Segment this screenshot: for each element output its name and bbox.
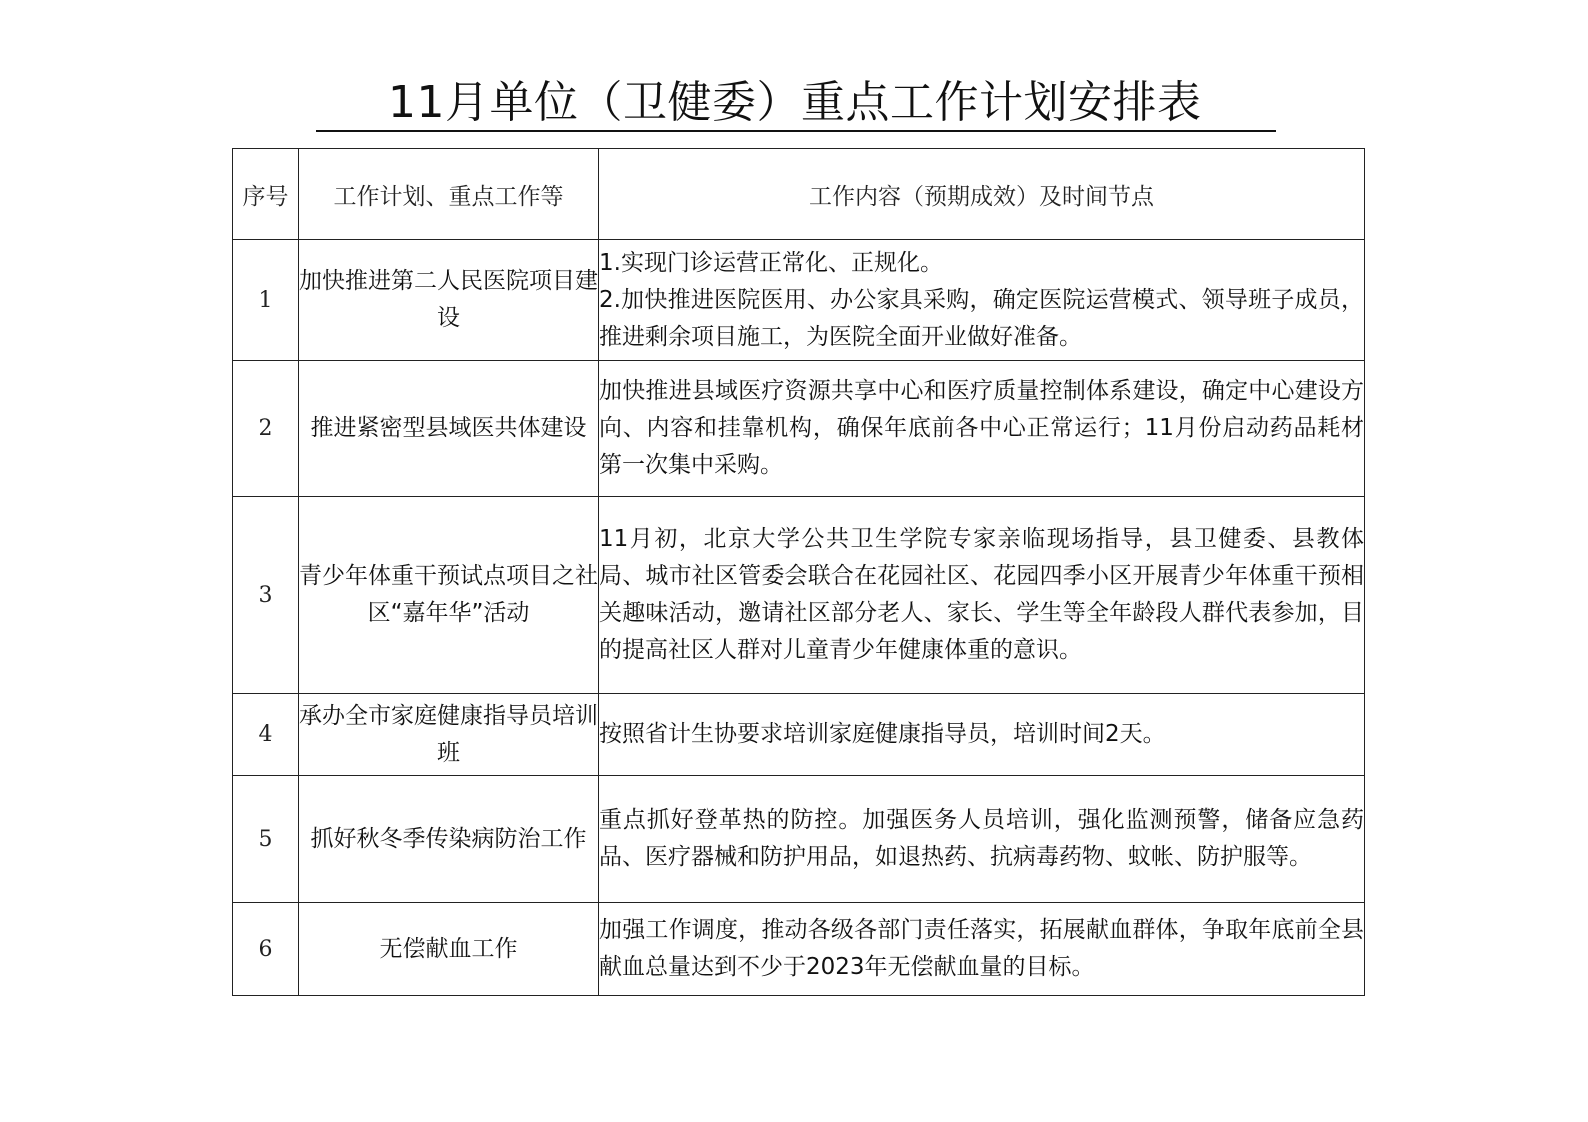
row-number: 5 xyxy=(233,776,299,903)
row-number: 4 xyxy=(233,694,299,776)
page-title: 11月单位（卫健委）重点工作计划安排表 xyxy=(388,77,1202,128)
row-plan: 无偿献血工作 xyxy=(299,903,599,996)
row-number: 1 xyxy=(233,240,299,361)
row-number: 2 xyxy=(233,361,299,497)
row-content xyxy=(599,694,1365,776)
row-content xyxy=(599,240,1365,361)
table-row xyxy=(233,497,1365,694)
row-number: 6 xyxy=(233,903,299,996)
header-content: 工作内容（预期成效）及时间节点 xyxy=(599,149,1365,240)
row-plan: 加快推进第二人民医院项目建设 xyxy=(299,240,599,361)
row-plan: 抓好秋冬季传染病防治工作 xyxy=(299,776,599,903)
table-row xyxy=(233,903,1365,996)
content-line: 按照省计生协要求培训家庭健康指导员，培训时间2天。 xyxy=(599,721,1166,747)
row-content xyxy=(599,361,1365,497)
table-row xyxy=(233,776,1365,903)
content-line: 1.实现门诊运营正常化、正规化。 xyxy=(599,249,943,276)
table-row xyxy=(233,240,1365,361)
table-row xyxy=(233,361,1365,497)
row-content xyxy=(599,903,1365,996)
header-no: 序号 xyxy=(233,149,299,240)
title-block xyxy=(316,72,1276,134)
table-row xyxy=(233,694,1365,776)
header-row xyxy=(233,149,1365,240)
content-line: 重点抓好登革热的防控。加强医务人员培训，强化监测预警，储备应急药品、医疗器械和防护用品，如退热药、抗病毒药物、蚊帐、防护服等。 xyxy=(599,807,1364,870)
title-underline xyxy=(316,130,1276,132)
row-number: 3 xyxy=(233,497,299,694)
row-plan: 青少年体重干预试点项目之社区“嘉年华”活动 xyxy=(299,497,599,694)
content-line: 加快推进县域医疗资源共享中心和医疗质量控制体系建设，确定中心建设方向、内容和挂靠机构，确保年底前各中心正常运行；11月份启动药品耗材第一次集中采购。 xyxy=(599,378,1364,478)
row-plan: 推进紧密型县域医共体建设 xyxy=(299,361,599,497)
row-content xyxy=(599,497,1365,694)
row-content xyxy=(599,776,1365,903)
content-line: 2.加快推进医院医用、办公家具采购，确定医院运营模式、领导班子成员，推进剩余项目施工，为医院全面开业做好准备。 xyxy=(599,286,1364,350)
header-plan: 工作计划、重点工作等 xyxy=(299,149,599,240)
content-line: 加强工作调度，推动各级各部门责任落实，拓展献血群体，争取年底前全县献血总量达到不少于2023年无偿献血量的目标。 xyxy=(599,917,1364,980)
work-plan-table xyxy=(232,148,1365,996)
content-line: 11月初，北京大学公共卫生学院专家亲临现场指导，县卫健委、县教体局、城市社区管委会联合在花园社区、花园四季小区开展青少年体重干预相关趣味活动，邀请社区部分老人、家长、学生等全年龄段人群代表参加，目的提高社区人群对儿童青少年健康体重的意识。 xyxy=(599,526,1364,663)
row-plan: 承办全市家庭健康指导员培训班 xyxy=(299,694,599,776)
